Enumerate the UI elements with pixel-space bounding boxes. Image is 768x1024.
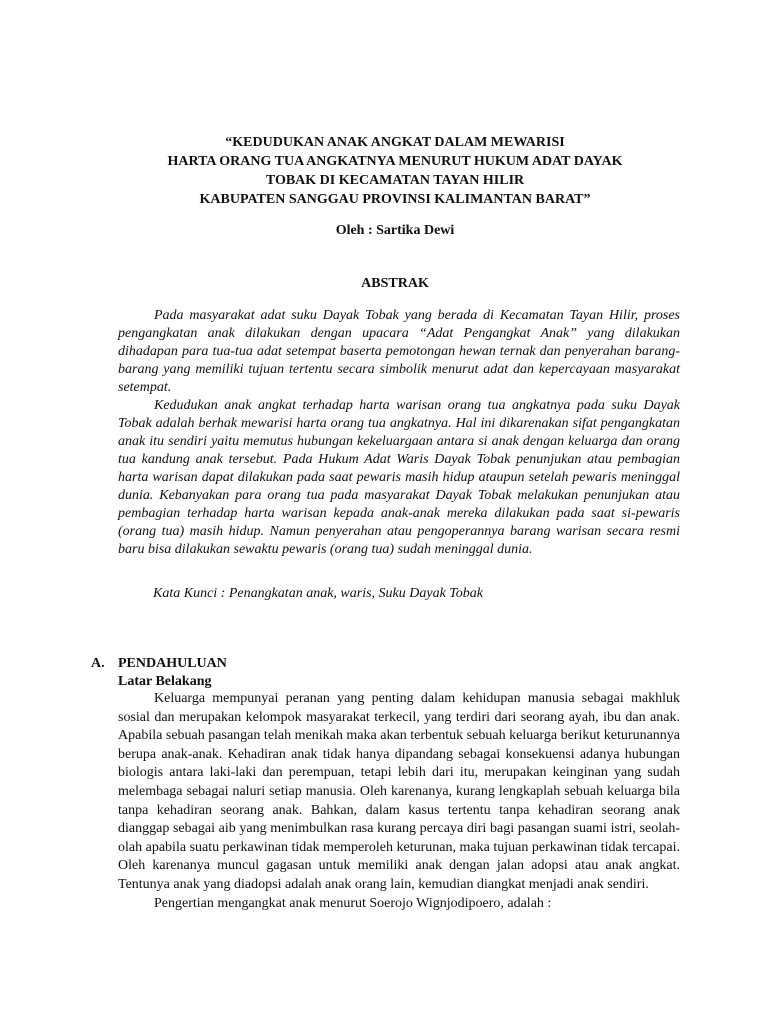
title-line-3: TOBAK DI KECAMATAN TAYAN HILIR <box>265 173 525 188</box>
title-line-1: “KEDUDUKAN ANAK ANGKAT DALAM MEWARISI <box>225 135 565 150</box>
section-body <box>118 690 680 913</box>
section-number: A. <box>91 656 105 671</box>
title-line-4: KABUPATEN SANGGAU PROVINSI KALIMANTAN BARAT” <box>199 192 591 207</box>
abstract-body <box>118 307 680 559</box>
author-line: Oleh : Sartika Dewi <box>335 223 455 238</box>
abstract-paragraph-1: Pada masyarakat adat suku Dayak Tobak yang berada di Kecamatan Tayan Hilir, proses pengangkatan anak dilakukan dengan upacara “Adat Pengangkat Anak” yang dilakukan dihadapan para tua-tua adat setempat baserta pemotongan hewan ternak dan penyerahan barang-barang yang memiliki tujuan tertentu secara simbolik menurut adat dan kepercayaan masyarakat setempat. <box>118 308 680 395</box>
subsection-heading: Latar Belakang <box>118 674 212 689</box>
keywords: Kata Kunci : Penangkatan anak, waris, Suku Dayak Tobak <box>153 586 484 601</box>
abstract-heading: ABSTRAK <box>361 276 429 291</box>
body-paragraph-1: Keluarga mempunyai peranan yang penting dalam kehidupan manusia sebagai makhluk sosial dan merupakan kelompok masyarakat terkecil, yang terdiri dari seorang ayah, ibu dan anak. Apabila sebuah pasangan telah menikah maka akan terbentuk sebuah keluarga berikut keturunannya berupa anak-anak. Kehadiran anak tidak hanya dipandang sebagai konsekuensi adanya hubungan biologis antara laki-laki dan perempuan, tetapi lebih dari itu, merupakan keinginan yang sudah melembaga sebagai naluri setiap manusia. Oleh karenanya, kurang lengkaplah sebuah keluarga bila tanpa kehadiran seorang anak. Bahkan, dalam kasus tertentu tanpa kehadiran seorang anak dianggap sebagai aib yang menimbulkan rasa kurang percaya diri bagi pasangan suami istri, seolah-olah apabila suatu perkawinan tidak memperoleh keturunan, maka tujuan perkawinan tidak tercapai. Oleh karenanya muncul gagasan untuk memiliki anak dengan jalan adopsi atau anak angkat. Tentunya anak yang diadopsi adalah anak orang lain, kemudian diangkat menjadi anak sendiri. <box>118 691 680 892</box>
section-title: PENDAHULUAN <box>118 656 227 671</box>
section-heading <box>91 656 651 672</box>
paper-title <box>120 133 670 209</box>
body-paragraph-2: Pengertian mengangkat anak menurut Soerojo Wignjodipoero, adalah : <box>154 895 552 911</box>
abstract-paragraph-2: Kedudukan anak angkat terhadap harta warisan orang tua angkatnya pada suku Dayak Tobak adalah berhak mewarisi harta orang tua angkatnya. Hal ini dikarenakan sifat pengangkatan anak itu sendiri yaitu memutus hubungan kekeluargaan antara si anak dengan keluarga dan orang tua kandung anak tersebut. Pada Hukum Adat Waris Dayak Tobak penunjukan atau pembagian harta warisan dapat dilakukan pada saat pewaris masih hidup ataupun setelah pewaris meninggal dunia. Kebanyakan para orang tua pada masyarakat Dayak Tobak melakukan penunjukan atau pembagian terhadap harta warisan kepada anak-anak mereka dilakukan pada saat si-pewaris (orang tua) masih hidup. Namun penyerahan atau pengoperannya barang warisan secara resmi baru bisa dilakukan sewaktu pewaris (orang tua) sudah meninggal dunia. <box>118 398 680 557</box>
title-line-2: HARTA ORANG TUA ANGKATNYA MENURUT HUKUM ADAT DAYAK <box>167 154 623 169</box>
